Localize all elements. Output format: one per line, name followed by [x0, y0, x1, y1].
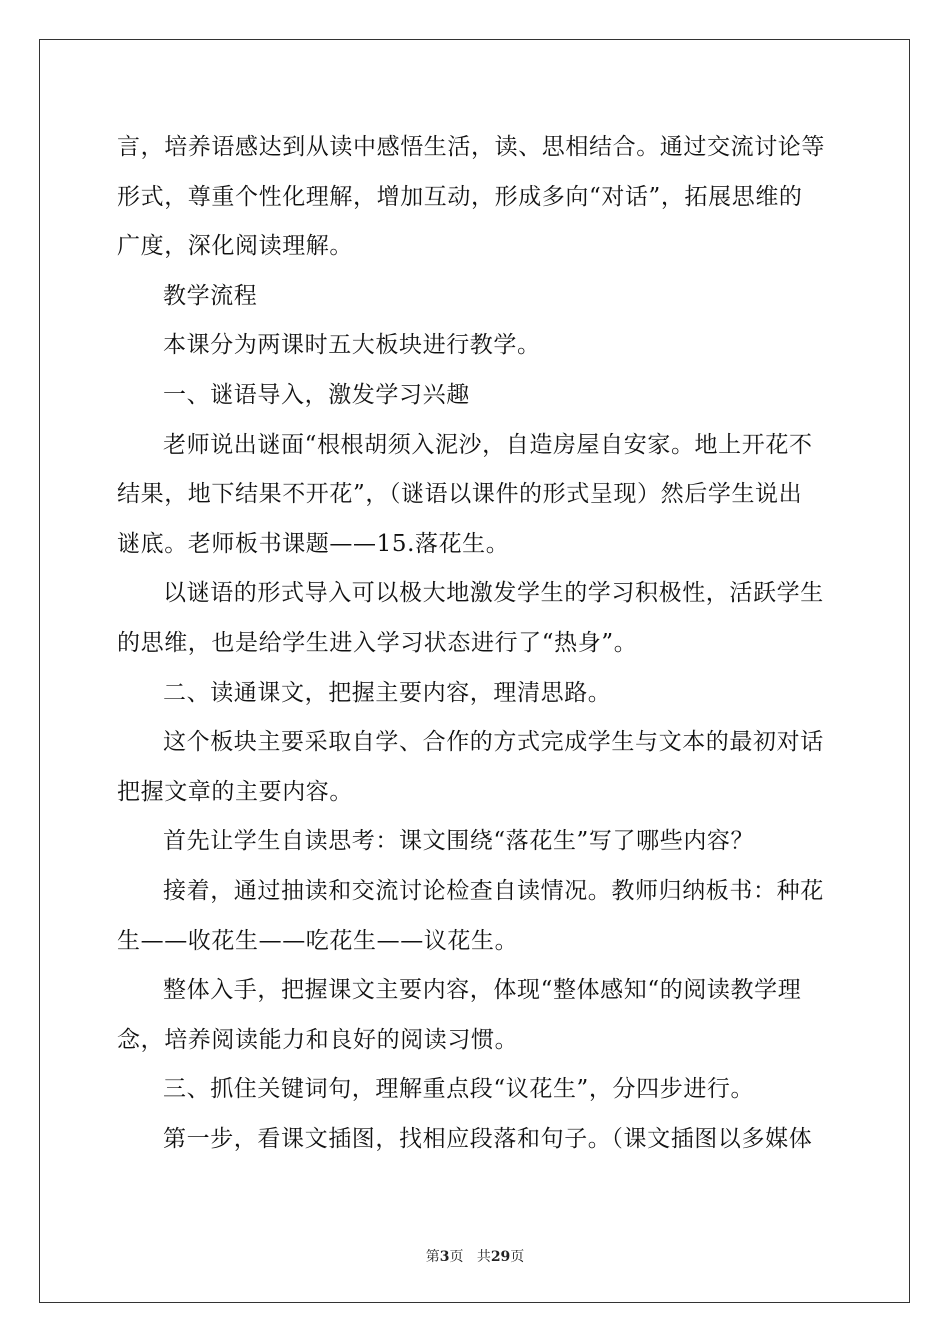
- section-heading: 一、谜语导入，激发学习兴趣: [163, 381, 470, 408]
- section-heading: 教学流程: [163, 282, 258, 309]
- text-line: 首先让学生自读思考：课文围绕“落花生”写了哪些内容？: [163, 828, 755, 855]
- total-suffix: 页: [510, 1249, 525, 1265]
- text-line: 老师说出谜面“根根胡须入泥沙，自造房屋自安家。地上开花不: [163, 431, 813, 458]
- document-body: [117, 123, 833, 1164]
- page-prefix: 第: [425, 1249, 440, 1265]
- section-heading: 三、抓住关键词句，理解重点段“议花生”，分四步进行。: [163, 1076, 755, 1103]
- text-line: 整体入手，把握课文主要内容，体现“整体感知“的阅读教学理: [163, 977, 802, 1004]
- text-line: 本课分为两课时五大板块进行教学。: [163, 332, 541, 359]
- section-heading: 二、读通课文，把握主要内容，理清思路。: [163, 679, 612, 706]
- text-line: 结果，地下结果不开花”，（谜语以课件的形式呈现）然后学生说出: [117, 481, 803, 508]
- text-line: 这个板块主要采取自学、合作的方式完成学生与文本的最初对话: [163, 729, 824, 756]
- text-line: 形式，尊重个性化理解，增加互动，形成多向“对话”，拓展思维的: [117, 183, 803, 210]
- text-line: 生——收花生——吃花生——议花生。: [117, 927, 519, 954]
- text-line: 念，培养阅读能力和良好的阅读习惯。: [117, 1026, 519, 1053]
- text-line: 把握文章的主要内容。: [117, 778, 353, 805]
- text-line: 谜底。老师板书课题——15.落花生。: [117, 530, 510, 557]
- total-pages: 29: [490, 1249, 511, 1265]
- text-line: 言，培养语感达到从读中感悟生活，读、思相结合。通过交流讨论等: [117, 134, 825, 160]
- page-suffix: 页: [449, 1249, 464, 1265]
- page-footer: [0, 1246, 950, 1266]
- text-line: 以谜语的形式导入可以极大地激发学生的学习积极性，活跃学生: [163, 580, 824, 607]
- text-line: 广度，深化阅读理解。: [117, 233, 353, 260]
- page-number: 3: [439, 1249, 450, 1265]
- text-line: 的思维，也是给学生进入学习状态进行了“热身”。: [117, 629, 638, 656]
- text-line: 第一步，看课文插图，找相应段落和句子。（课文插图以多媒体: [163, 1125, 813, 1152]
- text-line: 接着，通过抽读和交流讨论检查自读情况。教师归纳板书：种花: [163, 877, 824, 904]
- total-prefix: 共: [476, 1249, 491, 1265]
